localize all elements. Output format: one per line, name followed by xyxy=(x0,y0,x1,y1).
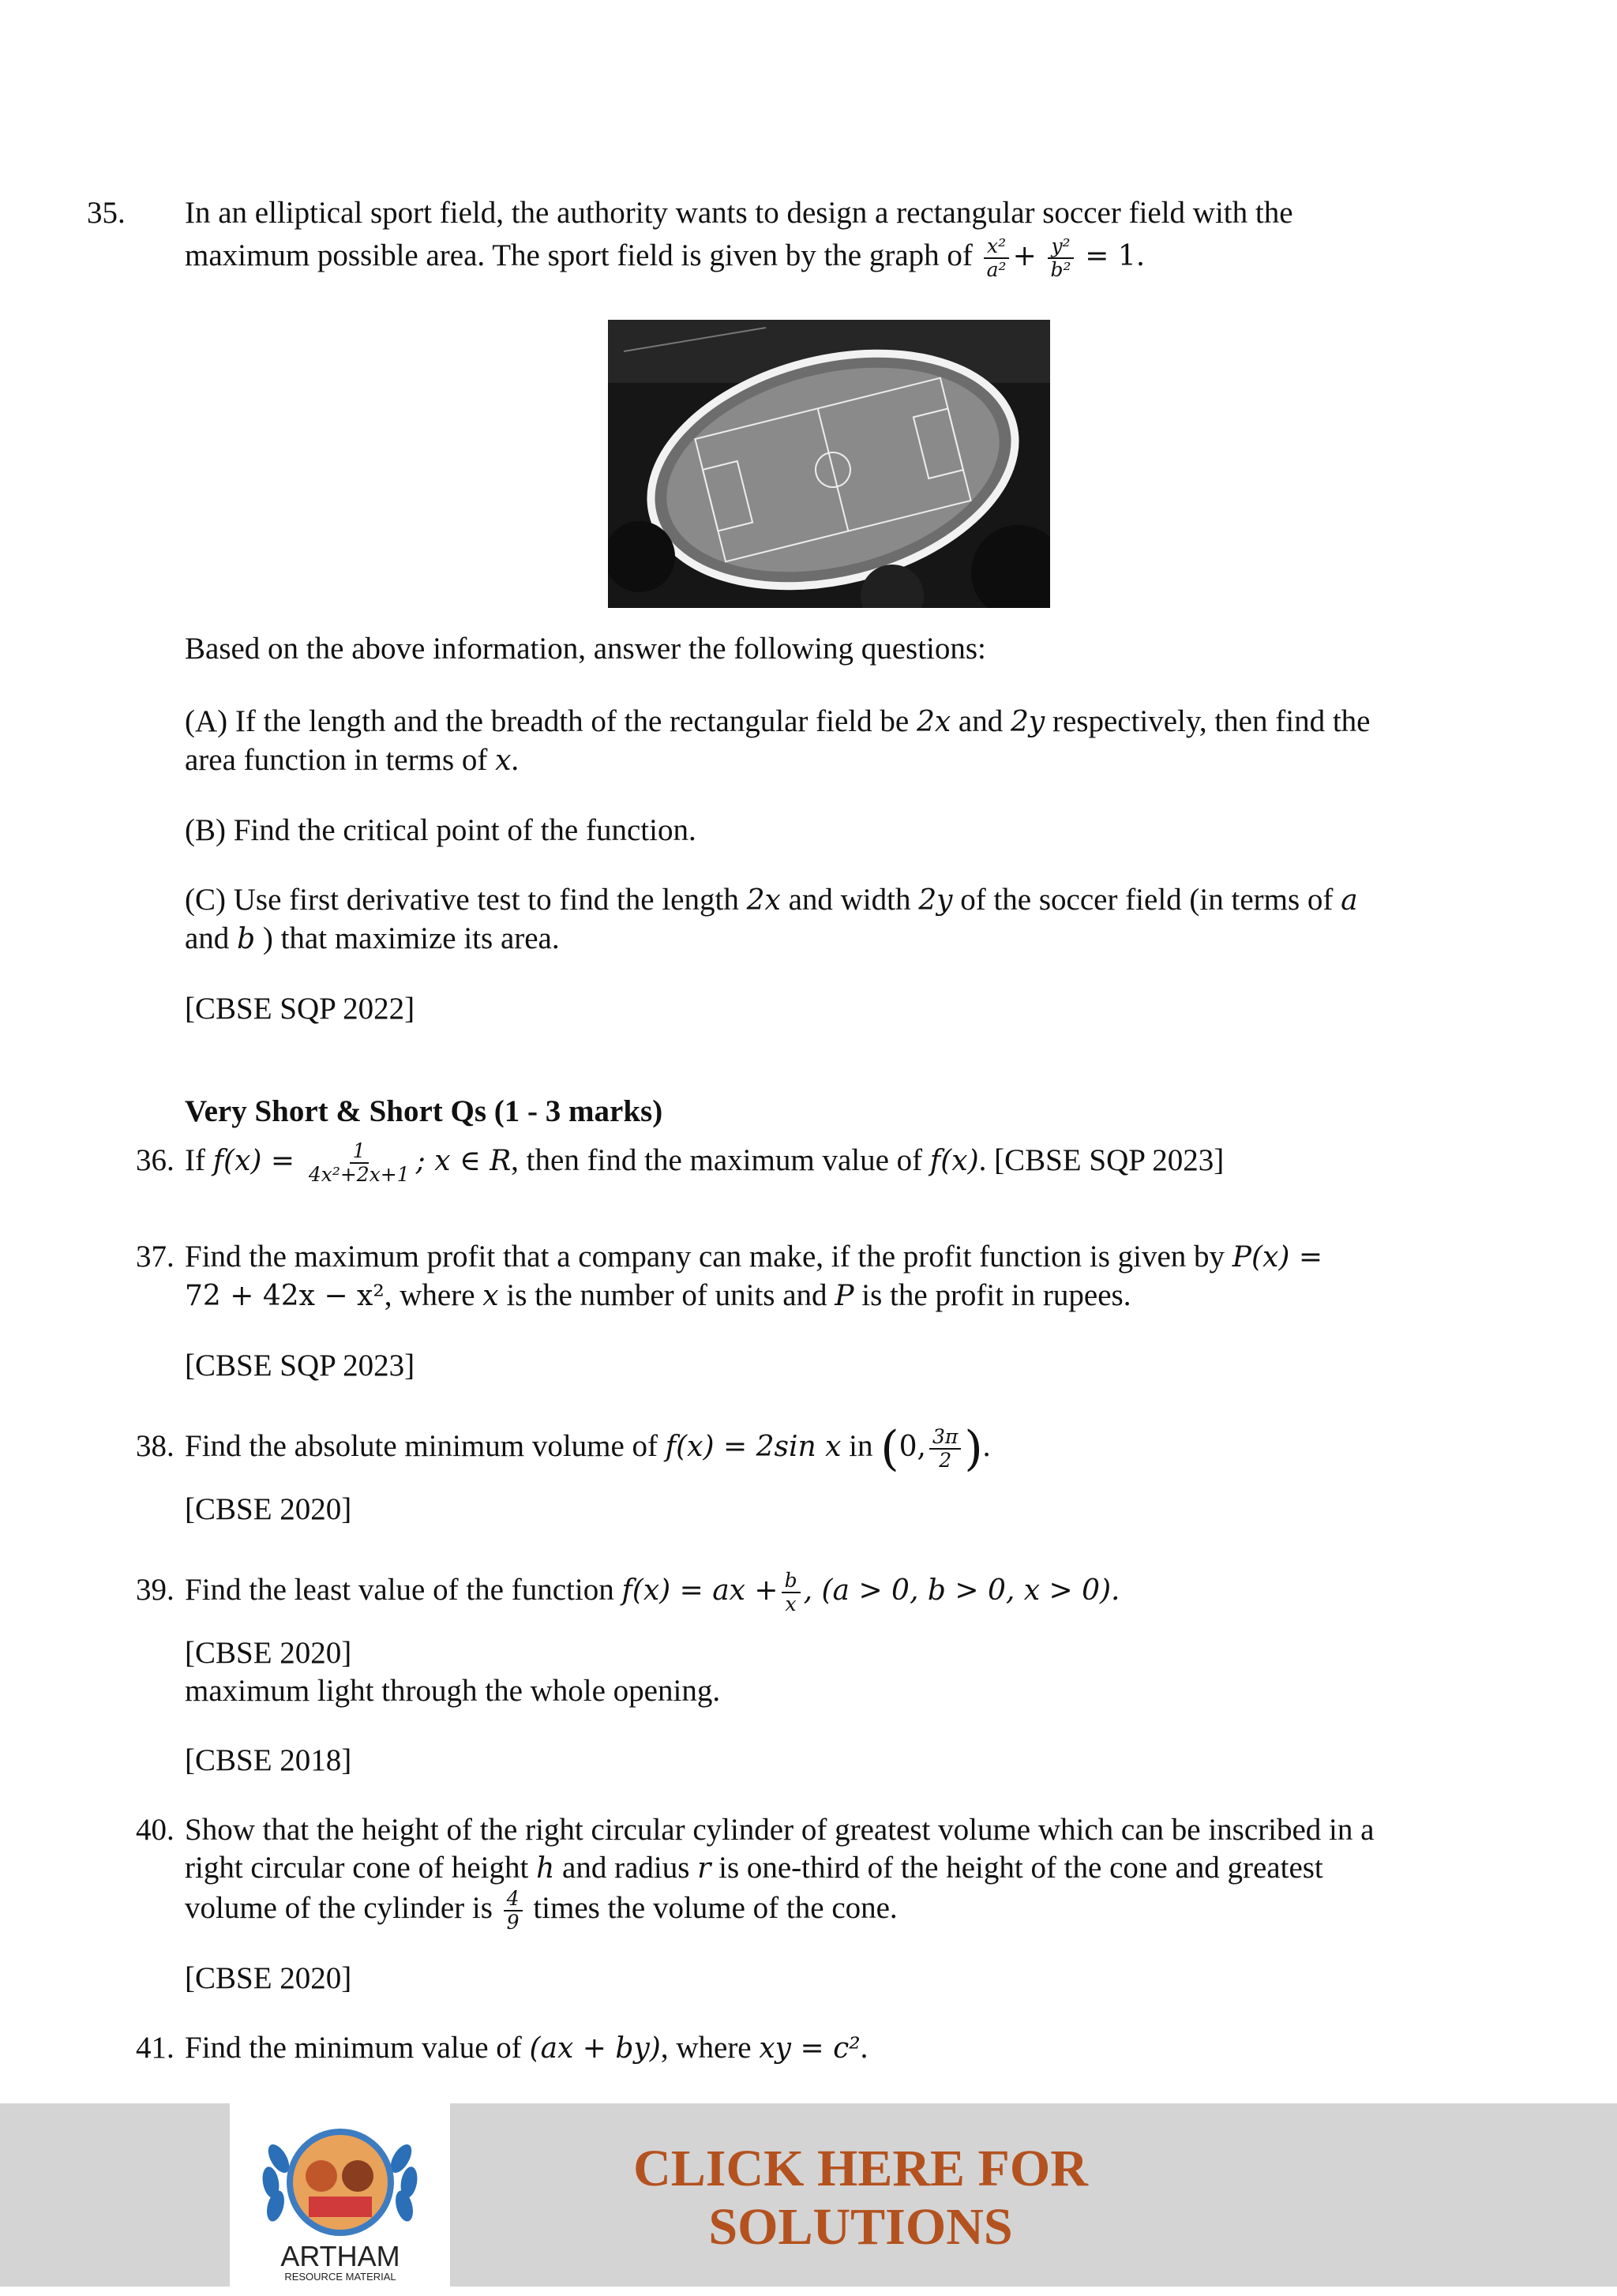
stadium-illustration xyxy=(608,320,1050,608)
q35-part-b: (B) Find the critical point of the function. xyxy=(185,813,696,847)
q36-number: 36. xyxy=(136,1142,174,1177)
cta-line-2: SOLUTIONS xyxy=(708,2198,1013,2256)
q40-fraction: $\frac{4}{9}$ xyxy=(504,1888,523,1934)
q40-source: [CBSE 2020] xyxy=(185,1961,352,1995)
q35-number: 35. xyxy=(87,196,126,230)
q39: 39. Find the least value of the function f(x) = ax + $\frac{b}{x}$ , (a > 0, b > 0, x > 0). xyxy=(136,1569,1120,1615)
q36: 36. If f(x) = $\frac{1}{\text{4x²+2x+1}}$ ; x ∈ R, then find the maximum value of f(x). [CBSE SQP 2023] xyxy=(136,1139,1225,1186)
q35-part-c: (C) Use first derivative test to find the length 2x and width 2y of the soccer field (in terms of a and b ) that maximize its area. xyxy=(185,883,1358,955)
q35-line1: In an elliptical sport field, the authority wants to design a rectangular soccer field with the xyxy=(185,196,1293,230)
logo-emblem-icon xyxy=(230,2103,450,2287)
q40: 40. Show that the height of the right circular cylinder of greatest volume which can be inscribed in a right circular cone of height h and radius r is one-third of the height of the cone and greatest volume of the cylinder is $\frac{4}{9}$ times the volume of the cone. xyxy=(136,1813,1375,1934)
section-heading: Very Short & Short Qs (1 - 3 marks) xyxy=(185,1094,663,1128)
q35-intro: Based on the above information, answer the following questions: xyxy=(185,632,986,666)
q39-number: 39. xyxy=(136,1572,174,1607)
q39-extra: maximum light through the whole opening. xyxy=(185,1674,721,1708)
q35-stem-line2 xyxy=(136,235,1511,281)
q35-source: [CBSE SQP 2022] xyxy=(185,992,415,1026)
q38: 38. Find the absolute minimum volume of f(x) = 2sin x in (0, $\frac{3\pi}{2}$ ). xyxy=(136,1421,991,1476)
q35-line2: maximum possible area. The sport field is given by the graph of xyxy=(185,238,973,272)
q39-source: [CBSE 2020] xyxy=(185,1636,352,1670)
ellipse-y-fraction: $\frac{\text{y²}}{\text{b²}}$ xyxy=(1048,235,1075,281)
ellipse-x-fraction: $\frac{\text{x²}}{\text{a²}}$ xyxy=(984,235,1010,281)
q41: 41. Find the minimum value of (ax + by), where xy = c². xyxy=(136,2029,1462,2068)
logo-text: ARTHAM xyxy=(280,2240,400,2272)
q37: 37. Find the maximum profit that a company can make, if the profit function is given by P(x) = 72 + 42x − x², where x is the number of units and P is the profit in rupees. xyxy=(136,1240,1323,1312)
q39-source2: [CBSE 2018] xyxy=(185,1743,352,1777)
q37-number: 37. xyxy=(136,1240,174,1274)
q36-source: [CBSE SQP 2023] xyxy=(994,1142,1225,1177)
q35-stem xyxy=(87,194,1511,232)
q38-fraction: $\frac{3\pi}{2}$ xyxy=(929,1426,961,1472)
stadium-photo xyxy=(608,320,1050,608)
q38-number: 38. xyxy=(136,1428,174,1463)
artham-logo[interactable] xyxy=(230,2103,450,2287)
cta-line-1: CLICK HERE FOR xyxy=(633,2140,1088,2197)
q40-number: 40. xyxy=(136,1813,174,1847)
q41-number: 41. xyxy=(136,2031,174,2065)
q39-fraction: $\frac{b}{x}$ xyxy=(782,1570,801,1615)
eq-plus: + xyxy=(1012,239,1037,272)
q37-source: [CBSE SQP 2023] xyxy=(185,1349,415,1382)
q36-fraction: $\frac{1}{\text{4x²+2x+1}}$ xyxy=(308,1139,410,1186)
eq-rhs: = 1. xyxy=(1085,239,1146,272)
logo-subtext: RESOURCE MATERIAL xyxy=(284,2271,396,2283)
q35-part-a: (A) If the length and the breadth of the rectangular field be 2x and 2y respectively, then find the area function in terms of x. xyxy=(185,704,1371,777)
q38-source: [CBSE 2020] xyxy=(185,1492,352,1526)
solutions-link[interactable] xyxy=(600,2140,1121,2257)
